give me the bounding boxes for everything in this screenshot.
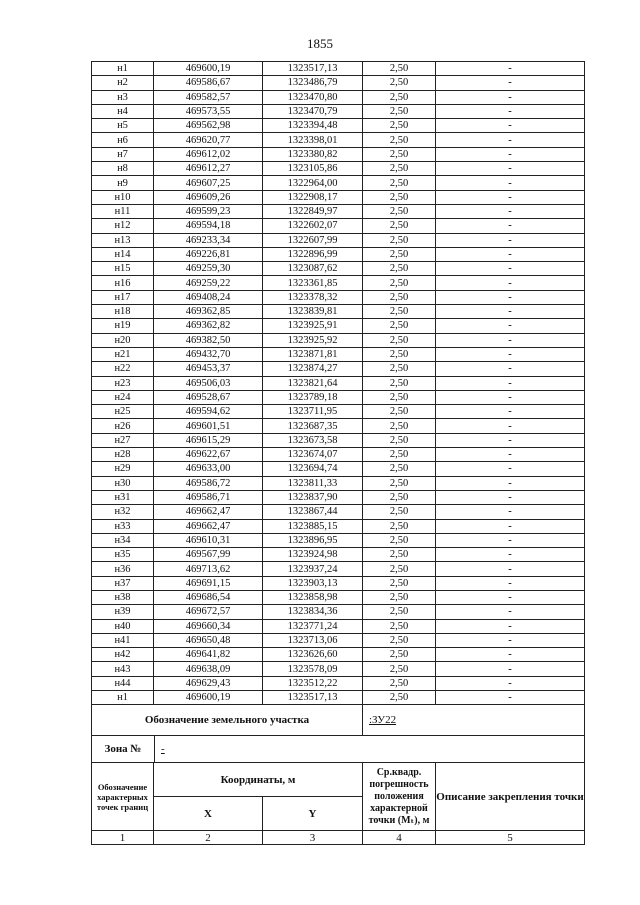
x-coordinate: 469612,27	[154, 162, 263, 176]
point-name: н2	[92, 76, 154, 90]
y-coordinate: 1323713,06	[263, 633, 363, 647]
y-coordinate: 1322896,99	[263, 247, 363, 261]
fixing-description: -	[436, 319, 585, 333]
table-row	[92, 76, 585, 90]
rms-error: 2,50	[363, 676, 436, 690]
y-coordinate: 1322607,99	[263, 233, 363, 247]
x-coordinate: 469607,25	[154, 176, 263, 190]
point-name: н41	[92, 633, 154, 647]
x-coordinate: 469609,26	[154, 190, 263, 204]
fixing-description: -	[436, 262, 585, 276]
rms-error: 2,50	[363, 605, 436, 619]
rms-error: 2,50	[363, 419, 436, 433]
y-coordinate: 1323867,44	[263, 505, 363, 519]
rms-error: 2,50	[363, 662, 436, 676]
table-row	[92, 419, 585, 433]
page-number: 1855	[307, 36, 333, 51]
point-name: н37	[92, 576, 154, 590]
y-coordinate: 1323512,22	[263, 676, 363, 690]
rms-error: 2,50	[363, 433, 436, 447]
fixing-description: -	[436, 76, 585, 90]
fixing-description: -	[436, 290, 585, 304]
column-number: 3	[263, 831, 363, 845]
table-row	[92, 190, 585, 204]
y-coordinate: 1322849,97	[263, 204, 363, 218]
y-coordinate: 1323398,01	[263, 133, 363, 147]
table-row	[92, 204, 585, 218]
y-coordinate: 1323789,18	[263, 390, 363, 404]
column-numbers-row	[92, 831, 585, 845]
x-coordinate: 469629,43	[154, 676, 263, 690]
point-name: н34	[92, 533, 154, 547]
x-coordinate: 469233,34	[154, 233, 263, 247]
rms-error: 2,50	[363, 262, 436, 276]
x-coordinate: 469672,57	[154, 605, 263, 619]
x-coordinate: 469453,37	[154, 362, 263, 376]
y-coordinate: 1323771,24	[263, 619, 363, 633]
fixing-description: -	[436, 376, 585, 390]
rms-error: 2,50	[363, 90, 436, 104]
x-coordinate: 469259,30	[154, 262, 263, 276]
y-coordinate: 1323896,95	[263, 533, 363, 547]
y-coordinate: 1323378,32	[263, 290, 363, 304]
point-name: н18	[92, 305, 154, 319]
table-row	[92, 633, 585, 647]
x-coordinate: 469641,82	[154, 648, 263, 662]
rms-error: 2,50	[363, 62, 436, 76]
y-coordinate: 1323874,27	[263, 362, 363, 376]
point-name: н8	[92, 162, 154, 176]
fixing-description: -	[436, 133, 585, 147]
point-name: н32	[92, 505, 154, 519]
fixing-description: -	[436, 90, 585, 104]
point-name: н26	[92, 419, 154, 433]
fixing-description: -	[436, 390, 585, 404]
fixing-description: -	[436, 204, 585, 218]
point-name: н12	[92, 219, 154, 233]
point-designation-header: Обозначение характерных точек границ	[92, 763, 154, 831]
fixing-description: -	[436, 619, 585, 633]
table-row	[92, 62, 585, 76]
table-row	[92, 390, 585, 404]
fixing-description: -	[436, 276, 585, 290]
y-coordinate: 1323626,60	[263, 648, 363, 662]
x-coordinate: 469226,81	[154, 247, 263, 261]
x-coordinate: 469662,47	[154, 505, 263, 519]
table-row	[92, 619, 585, 633]
y-coordinate: 1322908,17	[263, 190, 363, 204]
y-header: Y	[263, 797, 363, 831]
y-coordinate: 1323811,33	[263, 476, 363, 490]
x-header: X	[154, 797, 263, 831]
fixing-description: -	[436, 305, 585, 319]
fixing-description: -	[436, 476, 585, 490]
point-name: н44	[92, 676, 154, 690]
table-row	[92, 505, 585, 519]
y-coordinate: 1323834,36	[263, 605, 363, 619]
x-coordinate: 469582,57	[154, 90, 263, 104]
y-coordinate: 1323924,98	[263, 548, 363, 562]
fixing-description: -	[436, 691, 585, 705]
fixing-description: -	[436, 333, 585, 347]
parcel-designation-label: Обозначение земельного участка	[92, 705, 363, 736]
table-row	[92, 376, 585, 390]
fixing-description: -	[436, 405, 585, 419]
table-row	[92, 219, 585, 233]
x-coordinate: 469615,29	[154, 433, 263, 447]
x-coordinate: 469660,34	[154, 619, 263, 633]
y-coordinate: 1323578,09	[263, 662, 363, 676]
rms-error: 2,50	[363, 347, 436, 361]
table-row	[92, 405, 585, 419]
table-row	[92, 162, 585, 176]
table-row	[92, 262, 585, 276]
point-name: н40	[92, 619, 154, 633]
table-row	[92, 347, 585, 361]
point-name: н3	[92, 90, 154, 104]
y-coordinate: 1323925,92	[263, 333, 363, 347]
rms-error: 2,50	[363, 619, 436, 633]
fixing-description: -	[436, 448, 585, 462]
point-name: н24	[92, 390, 154, 404]
rms-error: 2,50	[363, 190, 436, 204]
rms-error: 2,50	[363, 362, 436, 376]
table-row	[92, 533, 585, 547]
point-name: н36	[92, 562, 154, 576]
y-coordinate: 1323486,79	[263, 76, 363, 90]
fixing-description: -	[436, 162, 585, 176]
x-coordinate: 469601,51	[154, 419, 263, 433]
point-name: н5	[92, 119, 154, 133]
table-row	[92, 90, 585, 104]
fixing-description: -	[436, 62, 585, 76]
rms-error: 2,50	[363, 476, 436, 490]
y-coordinate: 1323394,48	[263, 119, 363, 133]
x-coordinate: 469586,71	[154, 490, 263, 504]
fixing-description: -	[436, 104, 585, 118]
fixing-description: -	[436, 648, 585, 662]
table-row	[92, 119, 585, 133]
table-row	[92, 448, 585, 462]
fixing-description: -	[436, 419, 585, 433]
table-row	[92, 176, 585, 190]
rms-error: 2,50	[363, 448, 436, 462]
rms-error-header: Ср.квадр. погрешность положения характерной точки (Mₜ), м	[363, 763, 436, 831]
rms-error: 2,50	[363, 147, 436, 161]
point-name: н31	[92, 490, 154, 504]
point-name: н28	[92, 448, 154, 462]
rms-error: 2,50	[363, 590, 436, 604]
fixing-description: -	[436, 676, 585, 690]
y-coordinate: 1323837,90	[263, 490, 363, 504]
y-coordinate: 1323694,74	[263, 462, 363, 476]
x-coordinate: 469620,77	[154, 133, 263, 147]
rms-error: 2,50	[363, 305, 436, 319]
point-name: н1	[92, 62, 154, 76]
y-coordinate: 1323105,86	[263, 162, 363, 176]
x-coordinate: 469573,55	[154, 104, 263, 118]
point-name: н1	[92, 691, 154, 705]
coordinates-header: Координаты, м	[154, 763, 363, 797]
point-name: н14	[92, 247, 154, 261]
x-coordinate: 469638,09	[154, 662, 263, 676]
x-coordinate: 469622,67	[154, 448, 263, 462]
y-coordinate: 1323687,35	[263, 419, 363, 433]
fixing-description: -	[436, 362, 585, 376]
table-row	[92, 648, 585, 662]
fixing-description: -	[436, 662, 585, 676]
point-name: н39	[92, 605, 154, 619]
fixing-description: -	[436, 548, 585, 562]
rms-error: 2,50	[363, 405, 436, 419]
point-name: н19	[92, 319, 154, 333]
rms-error: 2,50	[363, 576, 436, 590]
x-coordinate: 469562,98	[154, 119, 263, 133]
fixing-description: -	[436, 119, 585, 133]
rms-error: 2,50	[363, 176, 436, 190]
x-coordinate: 469633,00	[154, 462, 263, 476]
table-row	[92, 562, 585, 576]
rms-error: 2,50	[363, 162, 436, 176]
y-coordinate: 1323673,58	[263, 433, 363, 447]
rms-error: 2,50	[363, 376, 436, 390]
x-coordinate: 469650,48	[154, 633, 263, 647]
y-coordinate: 1323517,13	[263, 62, 363, 76]
fixing-description: -	[436, 562, 585, 576]
rms-error: 2,50	[363, 648, 436, 662]
x-coordinate: 469600,19	[154, 691, 263, 705]
y-coordinate: 1322602,07	[263, 219, 363, 233]
table-row	[92, 462, 585, 476]
point-name: н30	[92, 476, 154, 490]
table-row	[92, 605, 585, 619]
rms-error: 2,50	[363, 533, 436, 547]
table-row	[92, 305, 585, 319]
y-coordinate: 1323470,79	[263, 104, 363, 118]
fixing-description: -	[436, 247, 585, 261]
zone-row	[92, 736, 585, 763]
rms-error: 2,50	[363, 562, 436, 576]
point-name: н25	[92, 405, 154, 419]
table-row	[92, 233, 585, 247]
point-name: н27	[92, 433, 154, 447]
fixing-description-header: Описание закрепления точки	[436, 763, 585, 831]
rms-error: 2,50	[363, 633, 436, 647]
x-coordinate: 469506,03	[154, 376, 263, 390]
rms-error: 2,50	[363, 519, 436, 533]
table-row	[92, 490, 585, 504]
point-name: н42	[92, 648, 154, 662]
x-coordinate: 469586,67	[154, 76, 263, 90]
y-coordinate: 1323380,82	[263, 147, 363, 161]
x-coordinate: 469362,82	[154, 319, 263, 333]
fixing-description: -	[436, 605, 585, 619]
point-name: н22	[92, 362, 154, 376]
rms-error: 2,50	[363, 505, 436, 519]
point-name: н7	[92, 147, 154, 161]
table-row	[92, 676, 585, 690]
table-row	[92, 290, 585, 304]
rms-error: 2,50	[363, 390, 436, 404]
table-row	[92, 247, 585, 261]
x-coordinate: 469528,67	[154, 390, 263, 404]
x-coordinate: 469594,62	[154, 405, 263, 419]
parcel-designation-row	[92, 705, 585, 736]
x-coordinate: 469432,70	[154, 347, 263, 361]
point-name: н33	[92, 519, 154, 533]
rms-error: 2,50	[363, 490, 436, 504]
table-row	[92, 476, 585, 490]
rms-error: 2,50	[363, 548, 436, 562]
point-name: н6	[92, 133, 154, 147]
y-coordinate: 1323674,07	[263, 448, 363, 462]
table-row	[92, 319, 585, 333]
x-coordinate: 469600,19	[154, 62, 263, 76]
point-name: н29	[92, 462, 154, 476]
y-coordinate: 1323821,64	[263, 376, 363, 390]
table-row	[92, 333, 585, 347]
x-coordinate: 469610,31	[154, 533, 263, 547]
x-coordinate: 469362,85	[154, 305, 263, 319]
fixing-description: -	[436, 633, 585, 647]
fixing-description: -	[436, 433, 585, 447]
rms-error: 2,50	[363, 204, 436, 218]
y-coordinate: 1323517,13	[263, 691, 363, 705]
point-name: н9	[92, 176, 154, 190]
rms-error: 2,50	[363, 104, 436, 118]
y-coordinate: 1323903,13	[263, 576, 363, 590]
x-coordinate: 469662,47	[154, 519, 263, 533]
header-row-1	[92, 763, 585, 797]
fixing-description: -	[436, 533, 585, 547]
table-row	[92, 590, 585, 604]
fixing-description: -	[436, 490, 585, 504]
x-coordinate: 469599,23	[154, 204, 263, 218]
y-coordinate: 1323839,81	[263, 305, 363, 319]
point-name: н23	[92, 376, 154, 390]
y-coordinate: 1323885,15	[263, 519, 363, 533]
point-name: н21	[92, 347, 154, 361]
column-number: 2	[154, 831, 263, 845]
fixing-description: -	[436, 347, 585, 361]
table-row	[92, 362, 585, 376]
rms-error: 2,50	[363, 691, 436, 705]
fixing-description: -	[436, 576, 585, 590]
y-coordinate: 1323361,85	[263, 276, 363, 290]
point-name: н17	[92, 290, 154, 304]
x-coordinate: 469567,99	[154, 548, 263, 562]
rms-error: 2,50	[363, 233, 436, 247]
fixing-description: -	[436, 590, 585, 604]
y-coordinate: 1323087,62	[263, 262, 363, 276]
x-coordinate: 469691,15	[154, 576, 263, 590]
y-coordinate: 1323470,80	[263, 90, 363, 104]
fixing-description: -	[436, 176, 585, 190]
point-name: н11	[92, 204, 154, 218]
fixing-description: -	[436, 519, 585, 533]
x-coordinate: 469259,22	[154, 276, 263, 290]
x-coordinate: 469612,02	[154, 147, 263, 161]
rms-error: 2,50	[363, 219, 436, 233]
column-number: 1	[92, 831, 154, 845]
table-row	[92, 433, 585, 447]
x-coordinate: 469713,62	[154, 562, 263, 576]
table-row	[92, 691, 585, 705]
table-row	[92, 548, 585, 562]
x-coordinate: 469586,72	[154, 476, 263, 490]
table-row	[92, 147, 585, 161]
x-coordinate: 469686,54	[154, 590, 263, 604]
table-row	[92, 662, 585, 676]
y-coordinate: 1322964,00	[263, 176, 363, 190]
fixing-description: -	[436, 462, 585, 476]
y-coordinate: 1323937,24	[263, 562, 363, 576]
fixing-description: -	[436, 505, 585, 519]
point-name: н10	[92, 190, 154, 204]
rms-error: 2,50	[363, 462, 436, 476]
table-row	[92, 519, 585, 533]
table-row	[92, 576, 585, 590]
fixing-description: -	[436, 233, 585, 247]
parcel-designation-value: :ЗУ22	[363, 705, 585, 736]
zone-label: Зона №	[92, 736, 155, 762]
rms-error: 2,50	[363, 119, 436, 133]
point-name: н4	[92, 104, 154, 118]
column-number: 5	[436, 831, 585, 845]
rms-error: 2,50	[363, 247, 436, 261]
rms-error: 2,50	[363, 333, 436, 347]
rms-error: 2,50	[363, 319, 436, 333]
coordinates-table	[91, 61, 585, 845]
rms-error: 2,50	[363, 290, 436, 304]
point-name: н38	[92, 590, 154, 604]
coordinates-table-body	[92, 62, 585, 705]
zone-value: -	[161, 743, 165, 756]
y-coordinate: 1323871,81	[263, 347, 363, 361]
fixing-description: -	[436, 147, 585, 161]
table-row	[92, 133, 585, 147]
column-number: 4	[363, 831, 436, 845]
point-name: н13	[92, 233, 154, 247]
point-name: н20	[92, 333, 154, 347]
fixing-description: -	[436, 190, 585, 204]
table-row	[92, 276, 585, 290]
point-name: н43	[92, 662, 154, 676]
x-coordinate: 469382,50	[154, 333, 263, 347]
y-coordinate: 1323925,91	[263, 319, 363, 333]
point-name: н15	[92, 262, 154, 276]
point-name: н16	[92, 276, 154, 290]
x-coordinate: 469594,18	[154, 219, 263, 233]
rms-error: 2,50	[363, 276, 436, 290]
fixing-description: -	[436, 219, 585, 233]
y-coordinate: 1323858,98	[263, 590, 363, 604]
point-name: н35	[92, 548, 154, 562]
y-coordinate: 1323711,95	[263, 405, 363, 419]
rms-error: 2,50	[363, 133, 436, 147]
rms-error: 2,50	[363, 76, 436, 90]
table-row	[92, 104, 585, 118]
x-coordinate: 469408,24	[154, 290, 263, 304]
